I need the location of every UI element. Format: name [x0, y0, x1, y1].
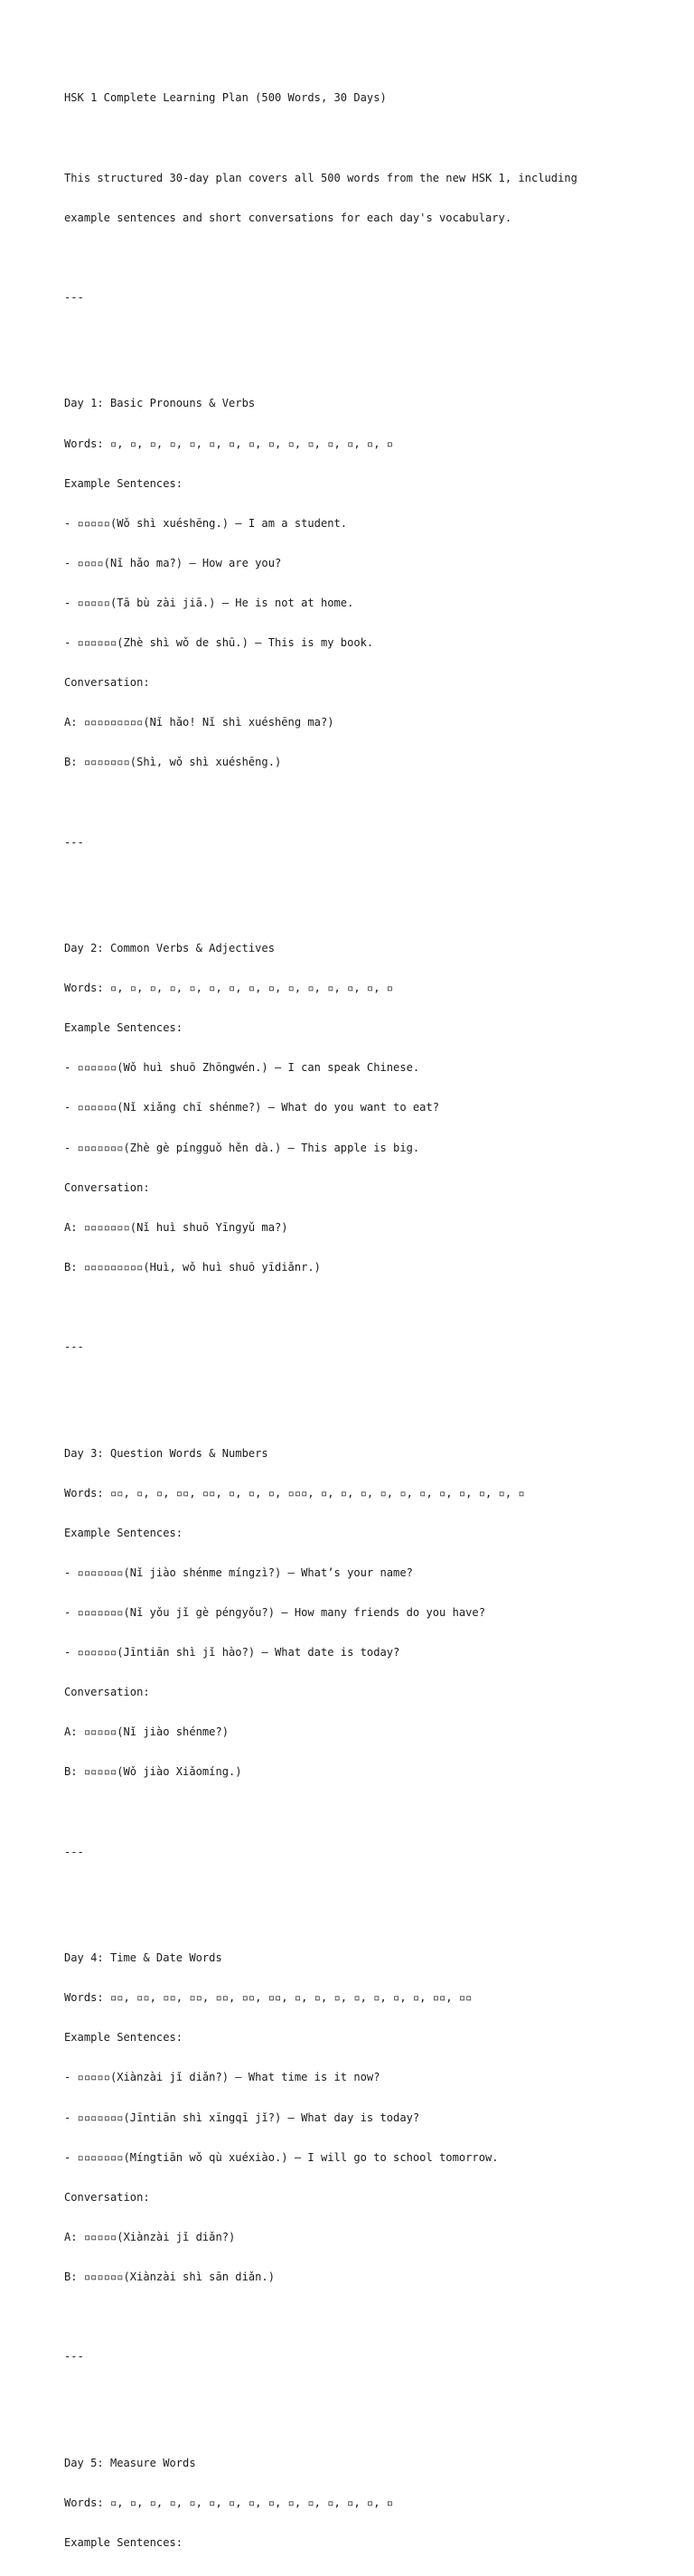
examples-label: Example Sentences: [64, 2031, 183, 2045]
document-body [64, 65, 661, 2576]
day-heading: Day 1: Basic Pronouns & Verbs [64, 397, 256, 410]
example-sentence: - ▫▫▫▫▫(Wǒ shì xuéshēng.) – I am a student. [64, 516, 348, 530]
conversation-line: B: ▫▫▫▫▫(Wǒ jiào Xiǎomíng.) [64, 1765, 242, 1779]
example-sentence: - ▫▫▫▫▫▫(Wǒ huì shuō Zhōngwén.) – I can speak Chinese. [64, 1061, 420, 1075]
section-separator: --- [64, 1340, 84, 1354]
intro-line: example sentences and short conversations for each day's vocabulary. [64, 211, 512, 224]
document-title: HSK 1 Complete Learning Plan (500 Words, 30 Days) [64, 91, 387, 105]
conversation-line: B: ▫▫▫▫▫▫(Xiànzài shì sān diǎn.) [64, 2270, 275, 2283]
day-heading: Day 4: Time & Date Words [64, 1951, 222, 1965]
conversation-line: A: ▫▫▫▫▫▫▫(Nǐ huì shuō Yīngyǔ ma?) [64, 1220, 288, 1234]
example-sentence: - ▫▫▫▫▫▫▫(Zhè gè píngguǒ hěn dà.) – This apple is big. [64, 1141, 420, 1154]
examples-label: Example Sentences: [64, 476, 183, 490]
examples-label: Example Sentences: [64, 2535, 183, 2549]
conversation-line: B: ▫▫▫▫▫▫▫(Shì, wǒ shì xuéshēng.) [64, 756, 282, 769]
section-separator: --- [64, 1845, 84, 1858]
example-sentence: - ▫▫▫▫▫▫▫(Jīntiān shì xīngqī jǐ?) – What day is today? [64, 2111, 420, 2124]
example-sentence: - ▫▫▫▫▫▫▫(Nǐ yǒu jǐ gè péngyǒu?) – How many friends do you have? [64, 1606, 485, 1619]
day-words: Words: ▫▫, ▫, ▫, ▫▫, ▫▫, ▫, ▫, ▫, ▫▫▫, ▫, ▫, ▫, ▫, ▫, ▫, ▫, ▫, ▫, ▫, ▫ [64, 1486, 525, 1500]
example-sentence: - ▫▫▫▫(Nǐ hǎo ma?) – How are you? [64, 556, 282, 569]
conversation-label: Conversation: [64, 1686, 150, 1699]
section-separator: --- [64, 2350, 84, 2364]
day-heading: Day 3: Question Words & Numbers [64, 1446, 268, 1460]
conversation-line: B: ▫▫▫▫▫▫▫▫▫(Huì, wǒ huì shuō yīdiǎnr.) [64, 1260, 321, 1274]
example-sentence: - ▫▫▫▫▫▫(Zhè shì wǒ de shū.) – This is my book. [64, 636, 374, 650]
example-sentence: - ▫▫▫▫▫▫▫(Nǐ jiào shénme míngzì?) – What’s your name? [64, 1565, 413, 1579]
example-sentence: - ▫▫▫▫▫▫(Jīntiān shì jǐ hào?) – What date is today? [64, 1646, 400, 1659]
section-separator: --- [64, 290, 84, 304]
day-words: Words: ▫▫, ▫▫, ▫▫, ▫▫, ▫▫, ▫▫, ▫▫, ▫, ▫, ▫, ▫, ▫, ▫, ▫, ▫▫, ▫▫ [64, 1991, 473, 2005]
conversation-line: A: ▫▫▫▫▫▫▫▫▫(Nǐ hǎo! Nǐ shì xuéshēng ma?) [64, 716, 334, 729]
day-words: Words: ▫, ▫, ▫, ▫, ▫, ▫, ▫, ▫, ▫, ▫, ▫, ▫, ▫, ▫, ▫ [64, 2496, 394, 2509]
day-words: Words: ▫, ▫, ▫, ▫, ▫, ▫, ▫, ▫, ▫, ▫, ▫, ▫, ▫, ▫, ▫ [64, 437, 394, 450]
conversation-line: A: ▫▫▫▫▫(Xiànzài jǐ diǎn?) [64, 2230, 236, 2243]
intro-line: This structured 30-day plan covers all 500 words from the new HSK 1, including [64, 171, 577, 184]
example-sentence: - ▫▫▫▫▫(Xiànzài jǐ diǎn?) – What time is it now? [64, 2071, 380, 2084]
section-separator: --- [64, 835, 84, 849]
conversation-label: Conversation: [64, 1180, 150, 1194]
conversation-line: A: ▫▫▫▫▫(Nǐ jiào shénme?) [64, 1725, 230, 1739]
example-sentence: - ▫▫▫▫▫▫▫(Míngtiān wǒ qù xuéxiào.) – I will go to school tomorrow. [64, 2150, 499, 2164]
conversation-label: Conversation: [64, 2190, 150, 2204]
example-sentence: - ▫▫▫▫▫▫(Nǐ xiǎng chī shénme?) – What do you want to eat? [64, 1101, 440, 1114]
examples-label: Example Sentences: [64, 1526, 183, 1539]
day-heading: Day 2: Common Verbs & Adjectives [64, 942, 275, 955]
day-heading: Day 5: Measure Words [64, 2456, 196, 2469]
conversation-label: Conversation: [64, 676, 150, 690]
examples-label: Example Sentences: [64, 1021, 183, 1035]
day-words: Words: ▫, ▫, ▫, ▫, ▫, ▫, ▫, ▫, ▫, ▫, ▫, ▫, ▫, ▫, ▫ [64, 982, 394, 995]
example-sentence: - ▫▫▫▫▫(Tā bù zài jiā.) – He is not at home. [64, 596, 354, 609]
